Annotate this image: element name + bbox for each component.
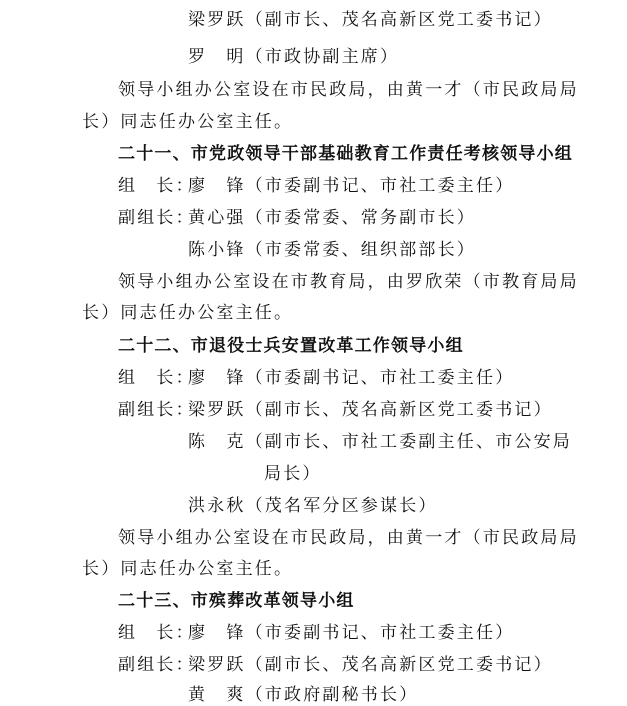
member-entry: 黄心强（市委常委、常务副市长） — [188, 208, 476, 228]
member-line: 黄 爽（市政府副秘书长） — [188, 685, 419, 705]
role-label: 组 长： — [118, 623, 195, 643]
section-heading: 二十二、市退役士兵安置改革工作领导小组 — [118, 336, 464, 356]
role-label: 副组长： — [118, 400, 195, 420]
member-line: 洪永秋（茂名军分区参谋长） — [188, 496, 438, 516]
leader-row — [118, 175, 514, 197]
office-note-line: 领导小组办公室设在市教育局，由罗欣荣（市教育局局 — [118, 272, 579, 292]
member-line: 陈 克（副市长、市社工委副主任、市公安局 — [188, 432, 572, 452]
member-entry: 廖 锋（市委副书记、市社工委主任） — [188, 176, 515, 196]
office-note-line: 长）同志任办公室主任。 — [82, 112, 294, 132]
member-entry: 廖 锋（市委副书记、市社工委主任） — [188, 623, 515, 643]
office-note-line: 长）同志任办公室主任。 — [82, 559, 294, 579]
section-heading: 二十三、市殡葬改革领导小组 — [118, 591, 355, 611]
office-note-line: 领导小组办公室设在市民政局，由黄一才（市民政局局 — [118, 528, 579, 548]
leader-row — [118, 367, 514, 389]
role-label: 组 长： — [118, 368, 195, 388]
role-label: 副组长： — [118, 655, 195, 675]
member-line-continuation: 局长） — [264, 464, 322, 484]
member-line: 梁罗跃（副市长、茂名高新区党工委书记） — [188, 10, 553, 30]
member-line: 陈小锋（市委常委、组织部部长） — [188, 240, 476, 260]
office-note-line: 领导小组办公室设在市民政局，由黄一才（市民政局局 — [118, 80, 579, 100]
deputy-row — [118, 654, 553, 676]
role-label: 组 长： — [118, 176, 195, 196]
member-entry: 梁罗跃（副市长、茂名高新区党工委书记） — [188, 655, 553, 675]
member-entry: 廖 锋（市委副书记、市社工委主任） — [188, 368, 515, 388]
member-entry: 梁罗跃（副市长、茂名高新区党工委书记） — [188, 400, 553, 420]
member-line: 罗 明（市政协副主席） — [188, 47, 400, 67]
office-note-line: 长）同志任办公室主任。 — [82, 303, 294, 323]
deputy-row — [118, 207, 476, 229]
section-heading: 二十一、市党政领导干部基础教育工作责任考核领导小组 — [118, 144, 573, 164]
leader-row — [118, 622, 514, 644]
deputy-row — [118, 399, 553, 421]
role-label: 副组长： — [118, 208, 195, 228]
